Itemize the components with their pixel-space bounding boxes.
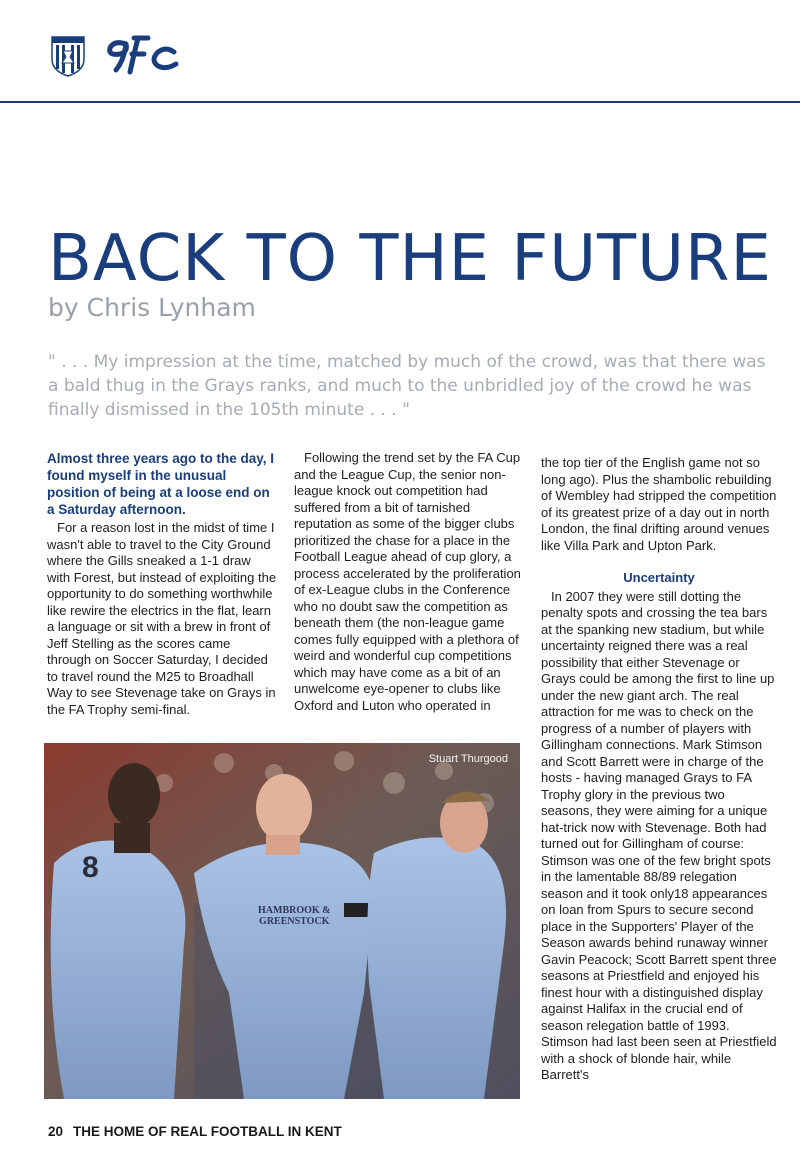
article-lead: Almost three years ago to the day, I found myself in the unusual position of being at a loose end on a Saturday afternoon. — [47, 451, 275, 517]
shirt-sponsor-line: GREENSTOCK — [259, 916, 330, 927]
article-paragraph: In 2007 they were still dotting the penalty spots and crossing the tea bars at the spanking new stadium, but while uncertainty reigned there was a real possibility that either Stevenage or Grays could be among the first to line up under the new giant arch. The real attraction for me was to check on the progress of a number of players with Gillingham connections. Mark Stimson and Scott Barrett were in charge of the hosts - having managed Grays to FA Trophy glory in the previous two seasons, they were aiming for a unique hat-trick now with Stevenage. Both had turned out for Gillingham of course: Stimson was one of the few bright spots in the lamentable 88/89 relegation season and it took only18 appearances on loan from Spurs to secure second place in the Supporters' Player of the Season awards behind runaway winner Gavin Peacock; Scott Barrett spent three seasons at Priestfield and enjoyed his finest hour with a distinguished display against Halifax in the crucial end of season relegation battle of 1993. Stimson had last been seen at Priestfield with a shock of blonde hair, while Barrett's — [541, 588, 777, 1082]
article-column-2 — [294, 450, 524, 714]
photo-credit: Stuart Thurgood — [428, 753, 508, 765]
page-header — [0, 0, 800, 102]
article-subheading: Uncertainty — [623, 570, 695, 585]
gillingham-crest-icon — [50, 33, 86, 77]
page-number: 20 — [48, 1124, 64, 1139]
article-byline: by Chris Lynham — [48, 293, 256, 322]
article-title: BACK TO THE FUTURE — [48, 222, 772, 296]
page-footer — [48, 1124, 342, 1139]
footer-tagline: THE HOME OF REAL FOOTBALL IN KENT — [73, 1124, 342, 1139]
shirt-sponsor-line: HAMBROOK & — [258, 905, 331, 916]
gfc-monogram-icon — [104, 30, 184, 82]
article-paragraph: the top tier of the English game not so long ago). Plus the shambolic rebuilding of Wembley had stripped the competition of its greatest prize of a day out in north London, the final drifting around venues like Villa Park and Upton Park. — [541, 455, 777, 553]
shirt-sponsor — [258, 905, 331, 927]
article-column-1 — [47, 450, 277, 718]
article-column-3 — [541, 455, 777, 1084]
pull-quote: " . . . My impression at the time, matched by much of the crowd, was that there was a bald thug in the Grays ranks, and much to the unbridled joy of the crowd he was finally dismissed in the 105th minute . . . " — [48, 352, 766, 420]
shirt-number: 8 — [82, 851, 99, 884]
article-paragraph: For a reason lost in the midst of time I wasn't able to travel to the City Ground where the Gills sneaked a 1-1 draw with Forest, but instead of exploiting the opportunity to do something worthwhile like rewire the electrics in the flat, learn a language or sit with a brew in front of Jeff Stelling as the scores came through on Soccer Saturday, I decided to travel round the M25 to Broadhall Way to see Stevenage take on Grays in the FA Trophy semi-final. — [47, 520, 277, 717]
article-paragraph: Following the trend set by the FA Cup and the League Cup, the senior non-league knock out competition had suffered from a bit of tarnished reputation as some of the bigger clubs prioritized the chase for a place in the Football League ahead of cup glory, a process accelerated by the proliferation of ex-League clubs in the Conference who no doubt saw the competition as beneath them (the non-league game comes fully equipped with a plethora of weird and wonderful cup competitions which may have come as a bit of an unwelcome eye-opener to clubs like Oxford and Luton who operated in — [294, 450, 521, 713]
header-divider — [0, 101, 800, 103]
match-photo — [44, 743, 520, 1099]
